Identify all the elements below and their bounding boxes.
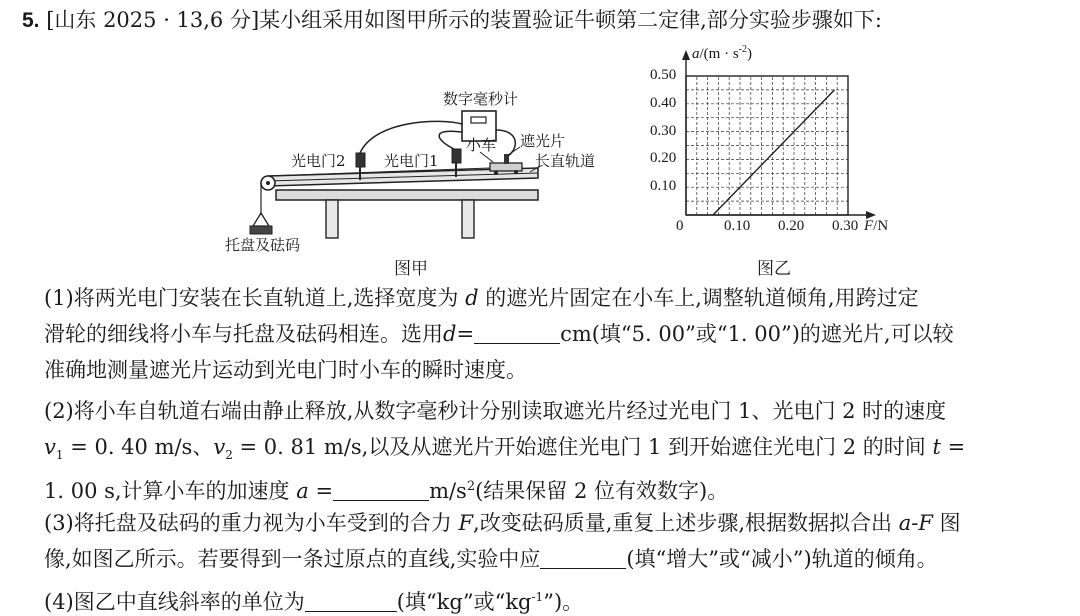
question-stem: 某小组采用如图甲所示的装置验证牛顿第二定律,部分实验步骤如下: [259,8,882,32]
x-tick-label: 0.10 [724,218,751,234]
figure-a-caption: 图甲 [394,259,428,279]
x-axis-label: F/N [864,218,889,234]
y-axis-label: $a/(m \cdot s^{-2})$ [692,44,753,62]
figure-b-caption: 图乙 [757,259,791,279]
question-source: [山东 2025 · 13,6 分] [46,8,260,32]
label-tray: 托盘及砝码 [225,236,301,254]
x-tick-label: 0.20 [778,218,805,234]
label-shade: 遮光片 [520,132,566,150]
item-4-line-1: (4)图乙中直线斜率的单位为 (填“kg”或“$kg^{-1}$”)。 [44,590,584,614]
y-tick-label: 0.40 [650,94,677,111]
label-timer: 数字毫秒计 [443,90,519,108]
answer-blank-3[interactable] [540,548,626,569]
label-gate2: 光电门2 [291,152,346,170]
y-tick-label: 0.30 [650,122,677,139]
item-1-line-3: 准确地测量遮光片运动到光电门时小车的瞬时速度。 [44,358,527,382]
item-1-line-1: (1)将两光电门安装在长直轨道上,选择宽度为 d 的遮光片固定在小车上,调整轨道倾角,用跨过定 [44,286,919,310]
answer-blank-2[interactable] [333,480,429,501]
item-2-line-1: (2)将小车自轨道右端由静止释放,从数字毫秒计分别读取遮光片经过光电门 1、光电门 2 时的速度 [44,399,947,423]
y-tick-label: 0.10 [650,178,677,195]
fit-line [713,90,835,215]
item-3-line-1: (3)将托盘及砝码的重力视为小车受到的合力 F,改变砝码质量,重复上述步骤,根据数据拟合出 a-F 图 [44,511,961,535]
item-3-line-2: 像,如图乙所示。若要得到一条过原点的直线,实验中应 (填“增大”或“减小”)轨道的倾角。 [44,547,938,571]
label-gate1: 光电门1 [384,152,439,170]
answer-blank-4[interactable] [305,591,397,612]
y-axis-arrow [682,50,690,60]
item-1-line-2: 滑轮的细线将小车与托盘及砝码相连。选用d= cm(填“5. 00”或“1. 00”)的遮光片,可以较 [44,322,954,346]
question-number: 5. [22,9,40,32]
label-track: 长直轨道 [535,152,596,170]
item-2-line-3: 1. 00 s,计算小车的加速度 $a = m/s^2$(结果保留 2 位有效数字)。 [44,479,729,503]
chart-grid [686,76,848,215]
label-cart: 小车 [466,136,497,154]
y-tick-label: 0.20 [650,150,677,167]
item-2-line-2: $v_1 = 0$. 40 m/s、$v_2 = 0$. 81 m/s,以及从遮光片开始遮住光电门 1 到开始遮住光电门 2 的时间 t = [44,435,966,463]
x-tick-label: 0.30 [832,218,859,234]
answer-blank-1[interactable] [474,323,560,344]
y-tick-label: 0.50 [650,67,677,83]
origin-label: 0 [676,218,684,234]
